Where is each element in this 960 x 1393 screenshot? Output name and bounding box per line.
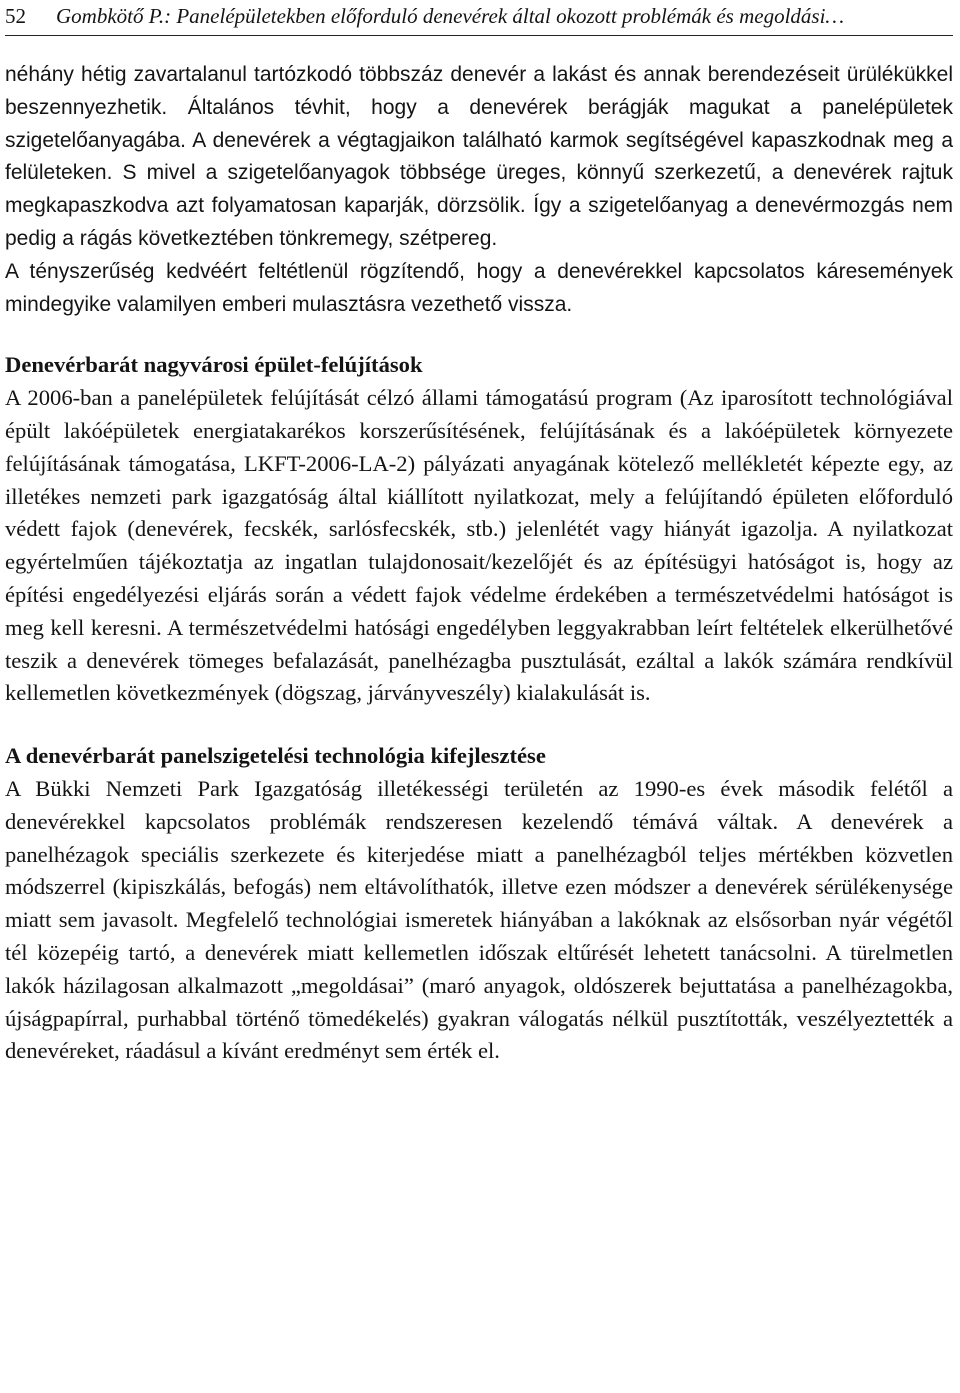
section-heading-renovations: Denevérbarát nagyvárosi épület-felújítások [5,352,423,378]
section-body-insulation-technology: A Bükki Nemzeti Park Igazgatóság illetékességi területén az 1990-es évek második felétől a denevérekkel kapcsolatos problémák rendszeresen kezelendő témává váltak. A denevérek a panelhézagok speciális szerkezete és kiterjedése miatt a panelhézagból teljes mértékben közvetlen módszerrel (kipiszkálás, befogás) nem eltávolíthatók, illetve ezen módszer a denevérek sérülékenysége miatt sem javasolt. Megfelelő technológiai ismeretek hiányában a lakóknak az elsősorban nyár végétől tél közepéig tartó, a denevérek miatt kellemetlen időszak eltűrését lehetett tanácsolni. A türelmetlen lakók házilagosan alkalmazott „megoldásai” (maró anyagok, oldószerek bejuttatása a panelhézagokba, újságpapírral, purhabbal történő tömedékelés) gyakran válogatás nélkül pusztították, veszélyeztették a denevéreket, ráadásul a kívánt eredményt sem érték el. [5,775,953,1064]
header-divider [5,35,953,36]
section-heading-insulation-technology: A denevérbarát panelszigetelési technológia kifejlesztése [5,743,546,769]
intro-paragraph-2: A tényszerűség kedvéért feltétlenül rögzítendő, hogy a denevérekkel kapcsolatos káresemények mindegyike valamilyen emberi mulasztásra vezethető vissza. [5,259,953,316]
intro-paragraph: néhány hétig zavartalanul tartózkodó többszáz denevér a lakást és annak berendezéseit ürülékükkel beszennyezhetik. Általános tévhit, hogy a denevérek berágják magukat a panelépületek szigetelőanyagába. A denevérek a végtagjaikon található karmok segítségével kapaszkodnak meg a felületeken. S mivel a szigetelőanyagok többsége üreges, könnyű szerkezetű, a denevérek rajtuk megkapaszkodva azt folyamatosan kaparják, dörzsölik. Így a szigetelőanyag a denevérmozgás nem pedig a rágás következtében tönkremegy, szétpereg. [5,63,953,250]
running-title: Gombkötő P.: Panelépületekben előforduló denevérek által okozott problémák és megoldási… [56,4,845,28]
running-header [5,0,953,33]
section-body-renovations: A 2006-ban a panelépületek felújítását célzó állami támogatású program (Az iparosított technológiával épült lakóépületek energiatakarékos korszerűsítésének, felújításának és a lakóépületek környezete felújításának támogatása, LKFT-2006-LA-2) pályázati anyagának kötelező mellékletét képezte egy, az illetékes nemzeti park igazgatóság által kiállított nyilatkozat, mely a felújítandó épületen előforduló védett fajok (denevérek, fecskék, sarlósfecskék, stb.) jelenlétét vagy hiányát igazolja. A nyilatkozat egyértelműen tájékoztatja az ingatlan tulajdonosait/kezelőjét és az építésügyi hatóságot is, hogy az építési engedélyezési eljárás során a védett fajok védelme érdekében a természetvédelmi hatóságot is meg kell keresni. A természetvédelmi hatósági engedélyben leggyakrabban leírt feltételek elkerülhetővé teszik a denevérek tömeges befalazását, panelhézagba pusztulását, ezáltal a lakók számára rendkívül kellemetlen következmények (dögszag, járványveszély) kialakulását is. [5,385,953,706]
page-number: 52 [5,4,26,28]
